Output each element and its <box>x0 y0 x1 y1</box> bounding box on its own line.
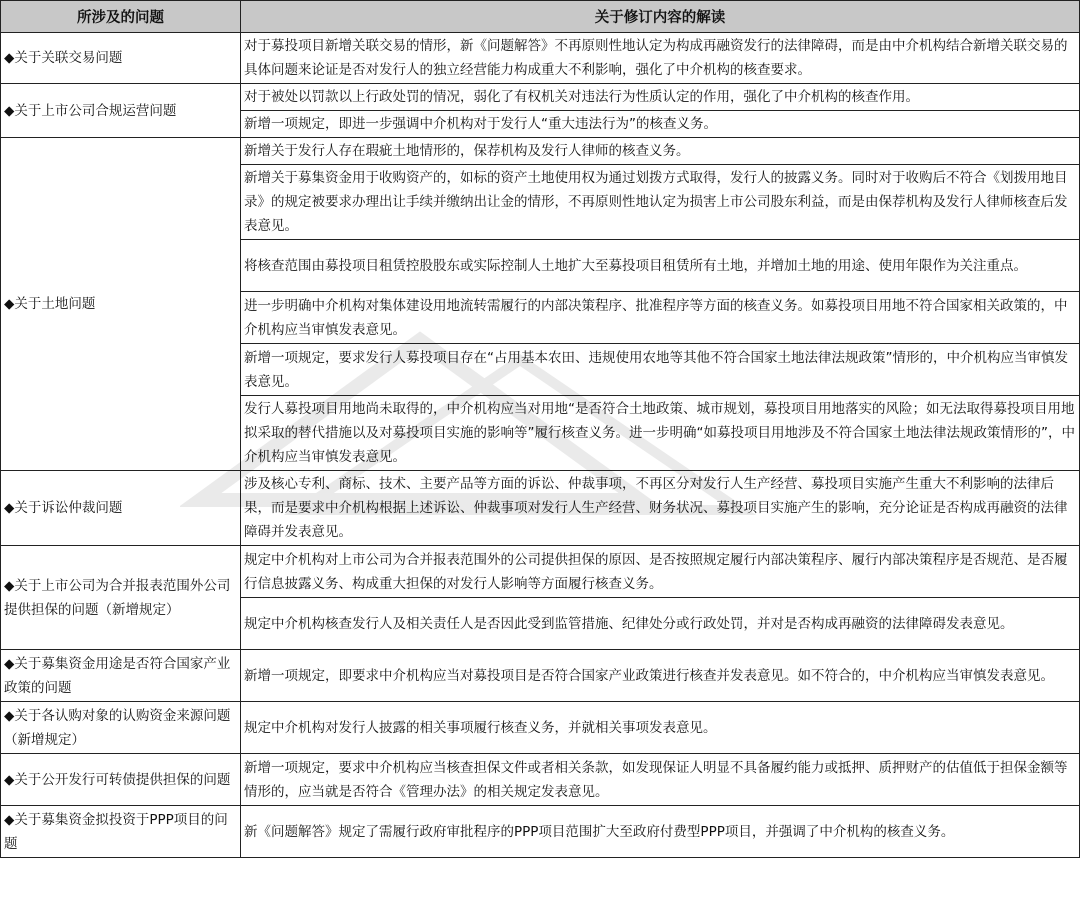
interpretation-cell: 新《问题解答》规定了需履行政府审批程序的PPP项目范围扩大至政府付费型PPP项目，并强调了中介机构的核查义务。 <box>241 806 1080 858</box>
issue-cell: ◆关于诉讼仲裁问题 <box>1 471 241 546</box>
interpretation-cell: 对于被处以罚款以上行政处罚的情况，弱化了有权机关对违法行为性质认定的作用，强化了中介机构的核查作用。 <box>241 84 1080 111</box>
issue-cell: ◆关于上市公司为合并报表范围外公司提供担保的问题（新增规定） <box>1 546 241 650</box>
issue-cell: ◆关于募集资金拟投资于PPP项目的问题 <box>1 806 241 858</box>
interpretation-cell: 新增一项规定，要求发行人募投项目存在“占用基本农田、违规使用农地等其他不符合国家土地法律法规政策”情形的，中介机构应当审慎发表意见。 <box>241 344 1080 396</box>
header-issue: 所涉及的问题 <box>1 1 241 33</box>
issue-cell: ◆关于土地问题 <box>1 138 241 471</box>
table-body <box>1 33 1080 858</box>
table-row <box>1 33 1080 84</box>
interpretation-cell: 新增关于发行人存在瑕疵土地情形的，保荐机构及发行人律师的核查义务。 <box>241 138 1080 165</box>
header-interpretation: 关于修订内容的解读 <box>241 1 1080 33</box>
table-row <box>1 471 1080 546</box>
interpretation-cell: 规定中介机构核查发行人及相关责任人是否因此受到监管措施、纪律处分或行政处罚，并对是否构成再融资的法律障碍发表意见。 <box>241 598 1080 650</box>
table-row <box>1 138 1080 165</box>
table-row <box>1 84 1080 111</box>
issue-cell: ◆关于各认购对象的认购资金来源问题（新增规定） <box>1 702 241 754</box>
issue-cell: ◆关于公开发行可转债提供担保的问题 <box>1 754 241 806</box>
table-row <box>1 806 1080 858</box>
table-row <box>1 754 1080 806</box>
interpretation-cell: 涉及核心专利、商标、技术、主要产品等方面的诉讼、仲裁事项，不再区分对发行人生产经营、募投项目实施产生重大不利影响的法律后果，而是要求中介机构根据上述诉讼、仲裁事项对发行人生产经营、财务状况、募投项目实施产生的影响，充分论证是否构成再融资的法律障碍并发表意见。 <box>241 471 1080 546</box>
interpretation-cell: 新增关于募集资金用于收购资产的，如标的资产土地使用权为通过划拨方式取得，发行人的披露义务。同时对于收购后不符合《划拨用地目录》的规定被要求办理出让手续并缴纳出让金的情形，不再原则性地认定为损害上市公司股东利益，而是由保荐机构及发行人律师核查后发表意见。 <box>241 165 1080 240</box>
table-row <box>1 546 1080 598</box>
issue-cell: ◆关于上市公司合规运营问题 <box>1 84 241 138</box>
interpretation-cell: 将核查范围由募投项目租赁控股股东或实际控制人土地扩大至募投项目租赁所有土地，并增加土地的用途、使用年限作为关注重点。 <box>241 240 1080 292</box>
interpretation-cell: 发行人募投项目用地尚未取得的，中介机构应当对用地“是否符合土地政策、城市规划，募投项目用地落实的风险；如无法取得募投项目用地拟采取的替代措施以及对募投项目实施的影响等”履行核查义务。进一步明确“如募投项目用地涉及不符合国家土地法律法规政策情形的”，中介机构应当审慎发表意见。 <box>241 396 1080 471</box>
interpretation-cell: 规定中介机构对上市公司为合并报表范围外的公司提供担保的原因、是否按照规定履行内部决策程序、履行内部决策程序是否规范、是否履行信息披露义务、构成重大担保的对发行人影响等方面履行核查义务。 <box>241 546 1080 598</box>
interpretation-cell: 进一步明确中介机构对集体建设用地流转需履行的内部决策程序、批准程序等方面的核查义务。如募投项目用地不符合国家相关政策的，中介机构应当审慎发表意见。 <box>241 292 1080 344</box>
interpretation-cell: 对于募投项目新增关联交易的情形，新《问题解答》不再原则性地认定为构成再融资发行的法律障碍，而是由中介机构结合新增关联交易的具体问题来论证是否对发行人的独立经营能力构成重大不利影响，强化了中介机构的核查要求。 <box>241 33 1080 84</box>
interpretation-cell: 规定中介机构对发行人披露的相关事项履行核查义务，并就相关事项发表意见。 <box>241 702 1080 754</box>
table-row <box>1 702 1080 754</box>
interpretation-cell: 新增一项规定，即进一步强调中介机构对于发行人“重大违法行为”的核查义务。 <box>241 111 1080 138</box>
table-header-row <box>1 1 1080 33</box>
issue-cell: ◆关于关联交易问题 <box>1 33 241 84</box>
interpretation-cell: 新增一项规定，要求中介机构应当核查担保文件或者相关条款，如发现保证人明显不具备履约能力或抵押、质押财产的估值低于担保金额等情形的，应当就是否符合《管理办法》的相关规定发表意见。 <box>241 754 1080 806</box>
issue-cell: ◆关于募集资金用途是否符合国家产业政策的问题 <box>1 650 241 702</box>
interpretation-cell: 新增一项规定，即要求中介机构应当对募投项目是否符合国家产业政策进行核查并发表意见。如不符合的，中介机构应当审慎发表意见。 <box>241 650 1080 702</box>
table-row <box>1 650 1080 702</box>
